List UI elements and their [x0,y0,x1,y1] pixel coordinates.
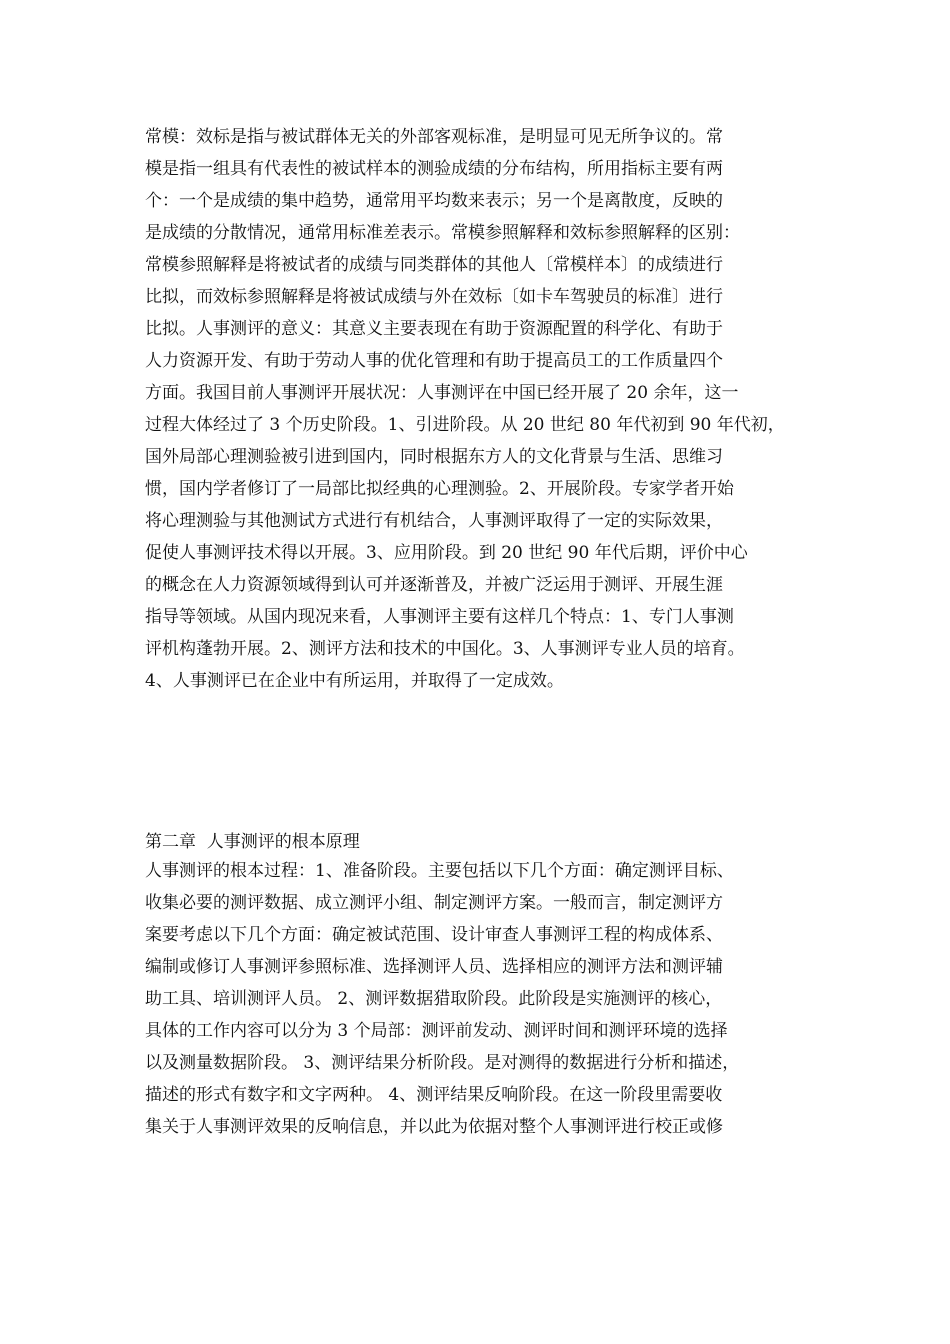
text-line: 促使人事测评技术得以开展。3、应用阶段。到 20 世纪 90 年代后期，评价中心 [145,543,748,563]
text-line: 编制或修订人事测评参照标准、选择测评人员、选择相应的测评方法和测评辅 [145,957,723,977]
text-line: 助工具、培训测评人员。 2、测评数据猎取阶段。此阶段是实施测评的核心， [145,989,723,1009]
text-line: 方面。我国目前人事测评开展状况：人事测评在中国已经开展了 20 余年，这一 [145,383,739,403]
text-line: 人事测评的根本过程：1、准备阶段。主要包括以下几个方面：确定测评目标、 [145,861,734,881]
text-line: 集关于人事测评效果的反响信息，并以此为依据对整个人事测评进行校正或修 [145,1117,723,1137]
text-line: 国外局部心理测验被引进到国内，同时根据东方人的文化背景与生活、思维习 [145,447,723,467]
text-line: 案要考虑以下几个方面：确定被试范围、设计审查人事测评工程的构成体系、 [145,925,723,945]
text-line: 人力资源开发、有助于劳动人事的优化管理和有助于提高员工的工作质量四个 [145,351,723,371]
text-line: 是成绩的分散情况，通常用标准差表示。常模参照解释和效标参照解释的区别： [145,223,740,243]
text-line: 比拟，而效标参照解释是将被试成绩与外在效标〔如卡车驾驶员的标准〕进行 [145,287,723,307]
text-line: 过程大体经过了 3 个历史阶段。1、引进阶段。从 20 世纪 80 年代初到 90 年代初， [145,415,785,435]
text-line: 评机构蓬勃开展。2、测评方法和技术的中国化。3、人事测评专业人员的培育。 [145,639,745,659]
text-line: 比拟。人事测评的意义：其意义主要表现在有助于资源配置的科学化、有助于 [145,319,723,339]
text-line: 指导等领域。从国内现况来看，人事测评主要有这样几个特点：1、专门人事测 [145,607,734,627]
text-line: 具体的工作内容可以分为 3 个局部：测评前发动、测评时间和测评环境的选择 [145,1021,728,1041]
text-line: 描述的形式有数字和文字两种。 4、测评结果反响阶段。在这一阶段里需要收 [145,1085,723,1105]
text-line: 以及测量数据阶段。 3、测评结果分析阶段。是对测得的数据进行分析和描述， [145,1053,740,1073]
paragraph-norm-and-history [145,121,825,697]
text-line: 将心理测验与其他测试方式进行有机结合，人事测评取得了一定的实际效果， [145,511,723,531]
text-line: 常模：效标是指与被试群体无关的外部客观标准，是明显可见无所争议的。常 [145,127,723,147]
chapter-2-section [145,829,825,1143]
text-line: 惯，国内学者修订了一局部比拟经典的心理测验。2、开展阶段。专家学者开始 [145,479,734,499]
chapter-heading: 第二章 人事测评的根本原理 [145,832,360,852]
text-line: 个：一个是成绩的集中趋势，通常用平均数来表示；另一个是离散度，反映的 [145,191,723,211]
text-line: 模是指一组具有代表性的被试样本的测验成绩的分布结构，所用指标主要有两 [145,159,723,179]
text-line: 收集必要的测评数据、成立测评小组、制定测评方案。一般而言，制定测评方 [145,893,723,913]
text-line: 4、人事测评已在企业中有所运用，并取得了一定成效。 [145,671,564,691]
text-line: 常模参照解释是将被试者的成绩与同类群体的其他人〔常模样本〕的成绩进行 [145,255,723,275]
text-line: 的概念在人力资源领域得到认可并逐渐普及，并被广泛运用于测评、开展生涯 [145,575,723,595]
